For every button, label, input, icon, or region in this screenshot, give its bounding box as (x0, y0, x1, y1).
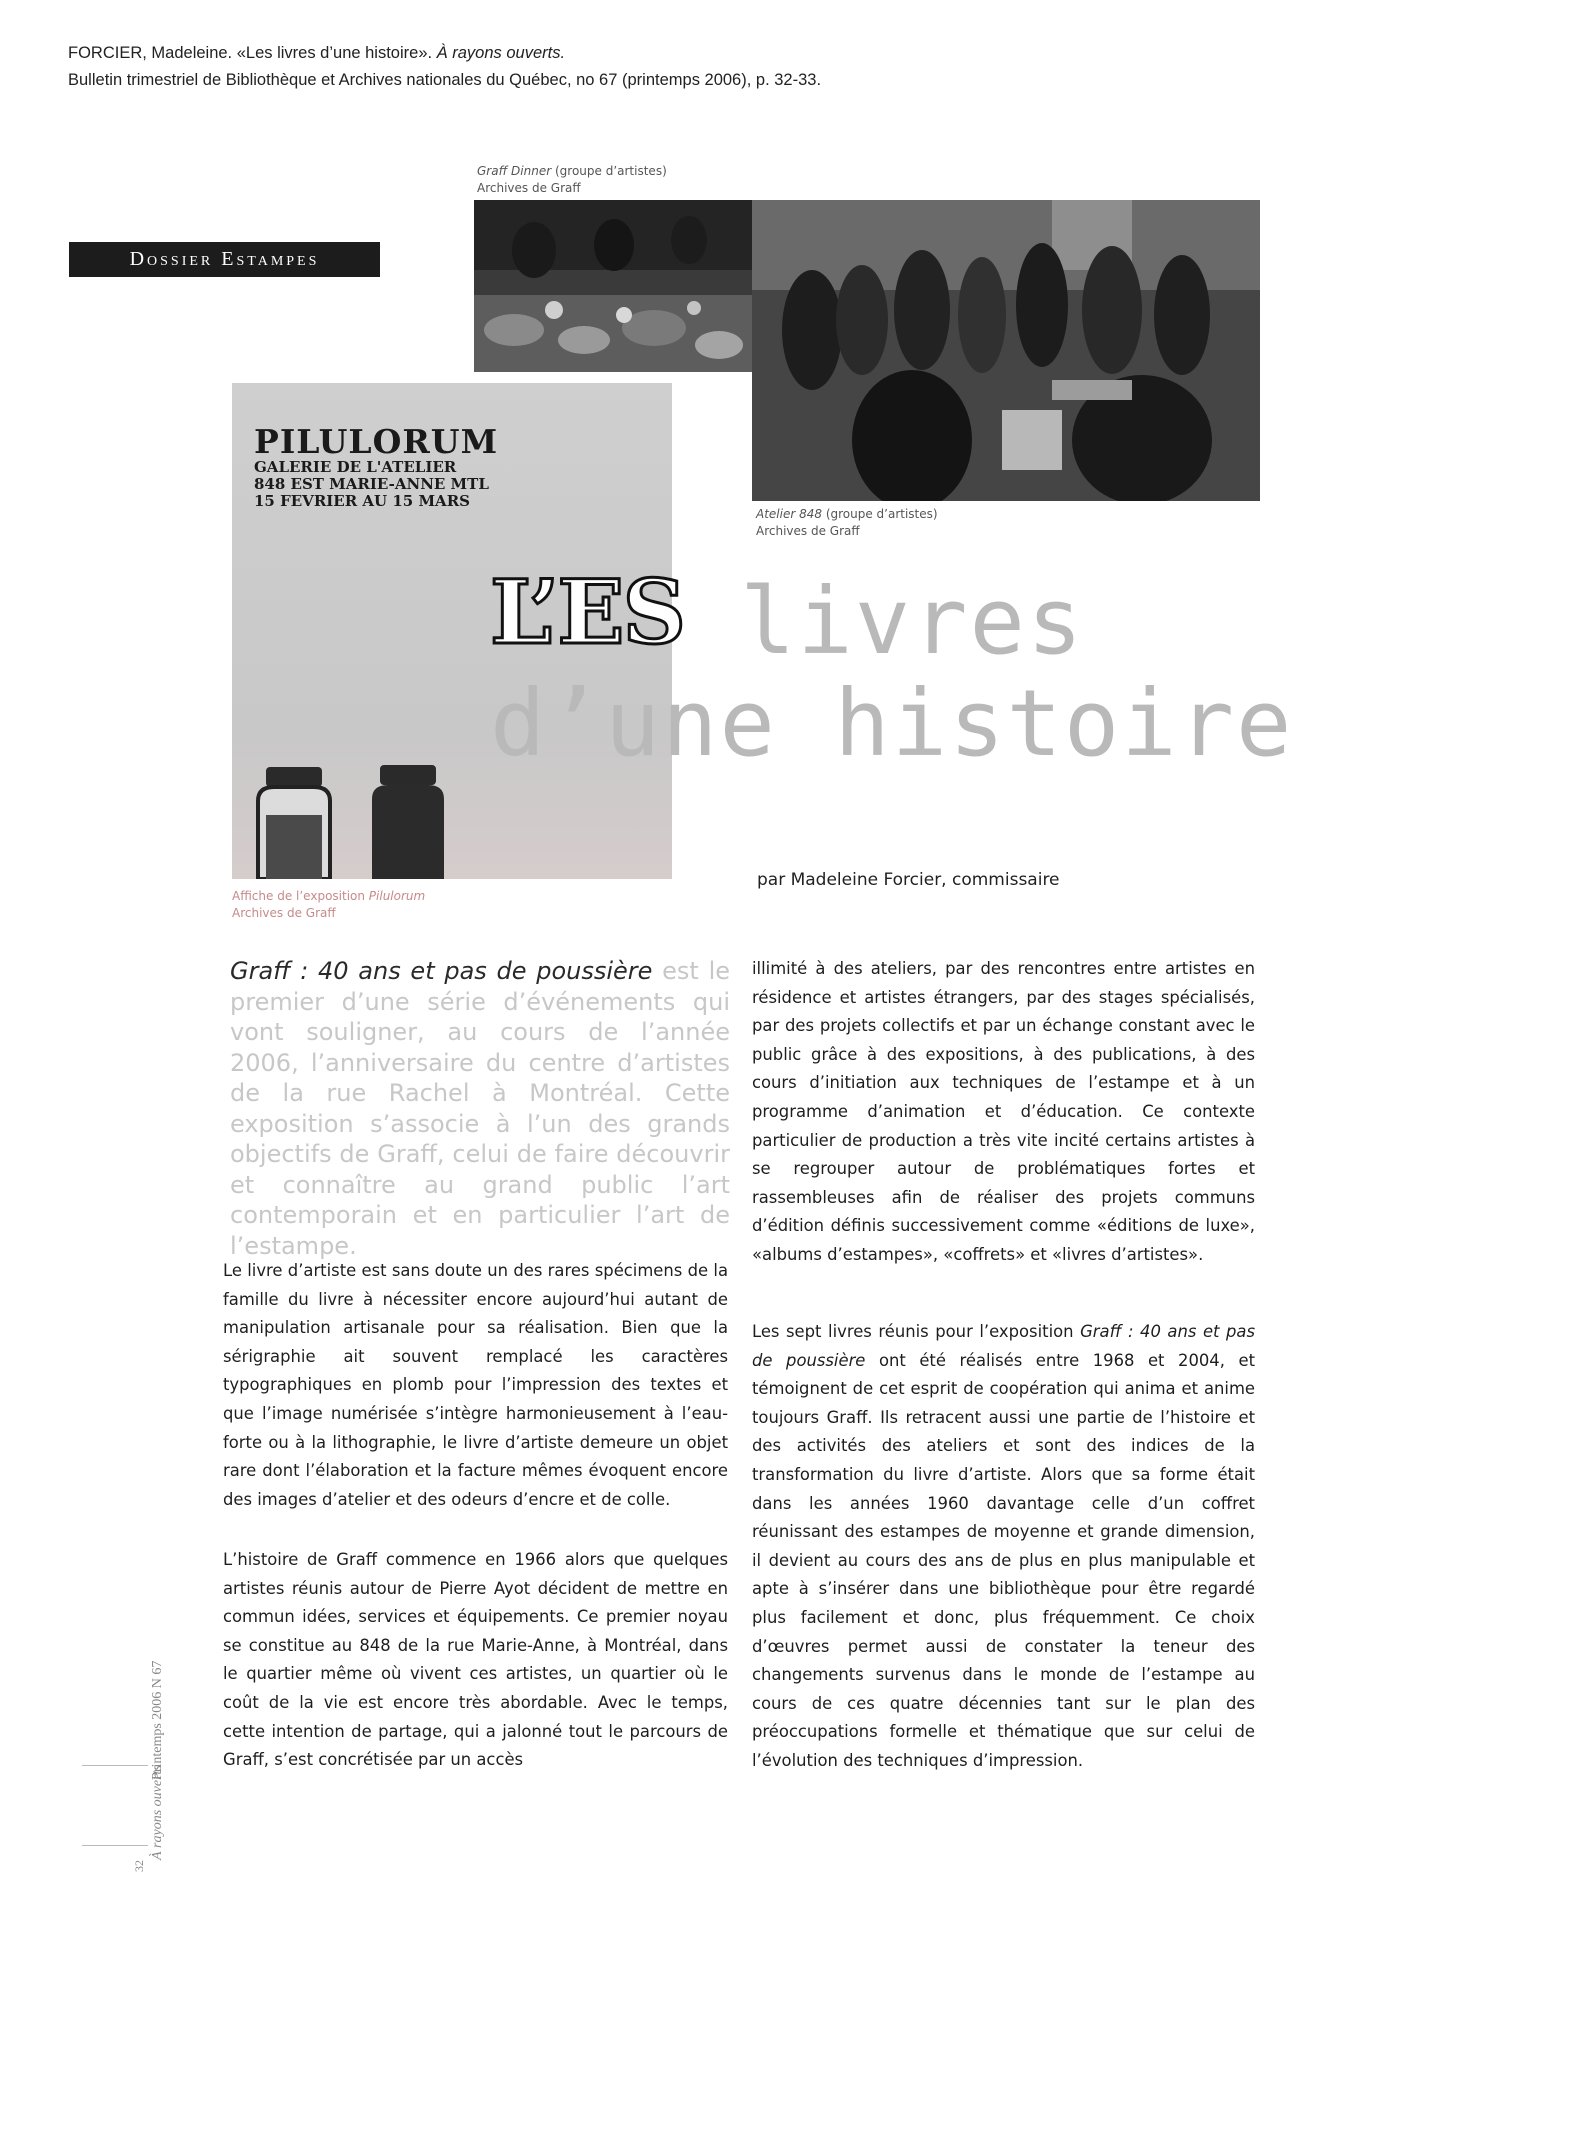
poster-line-4: 15 FEVRIER AU 15 MARS (254, 492, 470, 510)
col1-paragraph-2: L’histoire de Graff commence en 1966 alors que quelques artistes réunis autour de Pierre Ayot décident de mettre en commun idées, services et équipements. Ce premier noyau se constitue au 848 de la rue Marie-Anne, à Montréal, dans le quartier même où vivent ces artistes, un quartier où le coût de la vie est encore très abordable. Avec le temps, cette intention de partage, qui a jalonné tout le parcours de Graff, s’est concrétisée par un accès (223, 1550, 728, 1770)
poster-line-2: GALERIE DE L'ATELIER (254, 458, 457, 476)
citation-line-2: Bulletin trimestriel de Bibliothèque et Archives nationales du Québec, no 67 (printemps 2006), p. 32-33. (68, 71, 822, 89)
title-livres: livres (740, 568, 1085, 675)
poster-line-3: 848 EST MARIE-ANNE MTL (254, 475, 489, 493)
section-badge: Dossier Estampes (69, 242, 380, 277)
poster-jars-image (244, 761, 484, 879)
poster-caption: Affiche de l’exposition Pilulorum Archives de Graff (232, 889, 426, 920)
byline: par Madeleine Forcier, commissaire (757, 870, 1060, 890)
photo-graff-dinner (474, 200, 752, 372)
sidebar-divider (82, 1765, 148, 1766)
poster-text (254, 422, 499, 510)
title-les: L’ES (490, 560, 685, 664)
citation-header (68, 40, 821, 94)
poster-title: PILULORUM (254, 422, 499, 461)
lead-paragraph: Graff : 40 ans et pas de poussière est le premier d’une série d’événements qui vont souligner, au cours de l’année 2006, l’anniversaire du centre d’artistes de la rue Rachel à Montréal. Cette exposition s’associe à l’un des grands objectifs de Graff, celui de faire découvrir et connaître au grand public l’art contemporain et en particulier l’art de l’estampe. (230, 957, 730, 1260)
dinner-photo-image (474, 200, 752, 372)
col2-paragraph-1: illimité à des ateliers, par des rencontres entre artistes en résidence et artistes étrangers, par des stages spécialisés, par des projets collectifs et par un échange constant avec le public grâce à des expositions, à des publications, à des cours d’initiation aux techniques de l’estampe et à un programme d’animation et d’éducation. Ce contexte particulier de production a très vite incité certains artistes à se regrouper autour de problématiques fortes et rassembleuses afin de réaliser des projets communs d’édition définis successivement comme «éditions de luxe», «albums d’estampes», «coffrets» et «livres d’artistes». (752, 959, 1255, 1264)
sidebar-issue: Printemps 2006 N 67 (150, 1660, 165, 1780)
photo-dinner-caption: Graff Dinner (groupe d’artistes) Archives de Graff (477, 164, 667, 195)
sidebar-journal: À rayons ouverts (150, 1765, 165, 1860)
photo-atelier-848 (752, 200, 1260, 501)
col2-paragraph-2: Les sept livres réunis pour l’exposition Graff : 40 ans et pas de poussière ont été réalisés entre 1968 et 2004, et témoignent de cet esprit de coopération qui anima et anime toujours Graff. Ils retracent aussi une partie de l’histoire et des activités des ateliers et sont des indices de la transformation du livre d’artiste. Alors que sa forme était dans les années 1960 davantage celle d’un coffret réunissant des estampes de moyenne et grande dimension, il devient au cours des ans de plus en plus manipulable et apte à s’insérer dans une bibliothèque pour être regardé plus facilement et donc, plus fréquemment. Ce choix d’œuvres permet aussi de constater la teneur des changements survenus dans le monde de l’estampe au cours de ces quatre décennies tant sur le plan des préoccupations formelle et thématique que sur celui de l’évolution des techniques d’impression. (752, 1322, 1256, 1770)
col1-paragraph-1: Le livre d’artiste est sans doute un des rares spécimens de la famille du livre à nécessiter encore aujourd’hui autant de manipulation artisanale pour sa réalisation. Bien que la sérigraphie ait souvent remplacé les caractères typographiques en plomb pour l’impression des textes et que l’image numérisée s’intègre harmonieusement à l’eau-forte ou à la lithographie, le livre d’artiste demeure un objet rare dont l’élaboration et la facture mêmes évoquent encore des images d’atelier et des odeurs d’encre et de colle. (223, 1261, 728, 1509)
citation-line-1: FORCIER, Madeleine. «Les livres d’une histoire». À rayons ouverts. (68, 44, 566, 62)
photo-atelier-caption: Atelier 848 (groupe d’artistes) Archives de Graff (756, 507, 938, 538)
sidebar-divider-lower (82, 1845, 148, 1846)
sidebar-page-number: 32 (132, 1860, 146, 1872)
title-dune-histoire: d’une histoire (490, 670, 1294, 777)
atelier-photo-image (752, 200, 1260, 501)
